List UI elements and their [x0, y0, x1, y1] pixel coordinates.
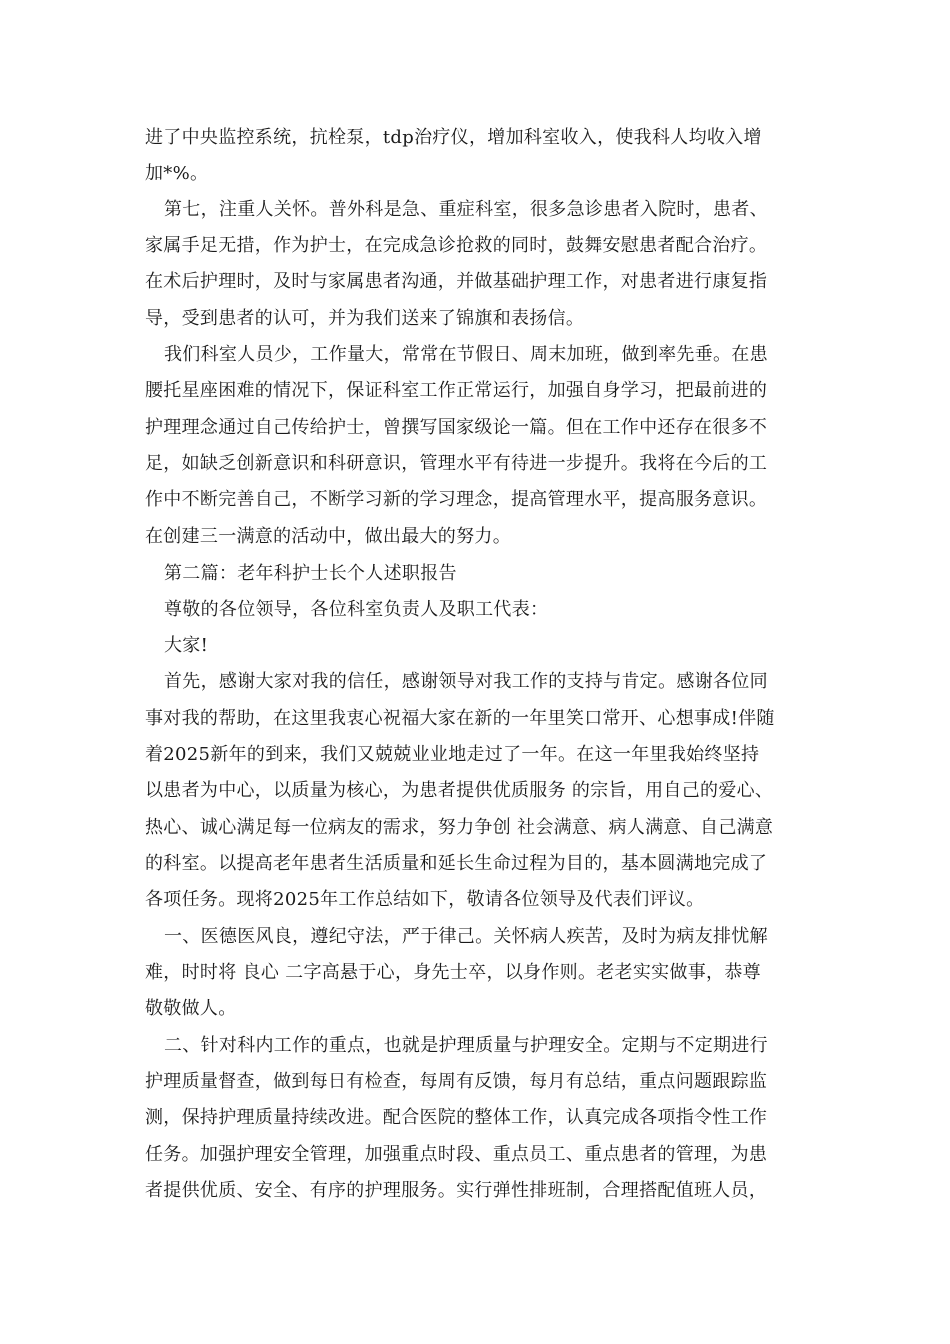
text-line: 任务。加强护理安全管理，加强重点时段、重点员工、重点患者的管理，为患 — [145, 1144, 768, 1165]
text-line: 热心、诚心满足每一位病友的需求，努力争创 社会满意、病人满意、自己满意 — [145, 817, 774, 838]
section-heading: 第二篇：老年科护士长个人述职报告 — [164, 563, 457, 584]
paragraph-start-line: 一、医德医风良，遵纪守法，严于律己。关怀病人疾苦，及时为病友排忧解 — [164, 926, 768, 947]
text-line: 者提供优质、安全、有序的护理服务。实行弹性排班制，合理搭配值班人员， — [145, 1180, 768, 1201]
paragraph-start-line: 二、针对科内工作的重点，也就是护理质量与护理安全。定期与不定期进行 — [164, 1035, 768, 1056]
salutation: 尊敬的各位领导，各位科室负责人及职工代表： — [164, 599, 549, 620]
text-line: 以患者为中心，以质量为核心，为患者提供优质服务 的宗旨，用自己的爱心、 — [145, 780, 774, 801]
text-line: 在术后护理时，及时与家属患者沟通，并做基础护理工作，对患者进行康复指 — [145, 271, 768, 292]
text-line: 家属手足无措，作为护士，在完成急诊抢救的同时，鼓舞安慰患者配合治疗。 — [145, 235, 768, 256]
text-line: 测，保持护理质量持续改进。配合医院的整体工作，认真完成各项指令性工作 — [145, 1107, 768, 1128]
text-line: 在创建三一满意的活动中，做出最大的努力。 — [145, 526, 511, 547]
text-line: 敬敬做人。 — [145, 998, 237, 1019]
text-line: 导，受到患者的认可，并为我们送来了锦旗和表扬信。 — [145, 308, 585, 329]
text-line: 护理理念通过自己传给护士，曾撰写国家级论一篇。但在工作中还存在很多不 — [145, 417, 768, 438]
text-line: 各项任务。现将2025年工作总结如下，敬请各位领导及代表们评议。 — [145, 889, 705, 910]
text-line: 进了中央监控系统，抗栓泵，tdp治疗仪，增加科室收入，使我科人均收入增 — [145, 127, 762, 148]
paragraph-start-line: 第七，注重人关怀。普外科是急、重症科室，很多急诊患者入院时，患者、 — [164, 199, 768, 220]
text-line: 难，时时将 良心 二字高悬于心，身先士卒，以身作则。老老实实做事，恭尊 — [145, 962, 761, 983]
text-line: 作中不断完善自己，不断学习新的学习理念，提高管理水平，提高服务意识。 — [145, 489, 768, 510]
text-line: 加*%。 — [145, 163, 209, 184]
text-line: 着2025新年的到来，我们又兢兢业业地走过了一年。在这一年里我始终坚持 — [145, 744, 760, 765]
text-line: 护理质量督查，做到每日有检查，每周有反馈，每月有总结，重点问题跟踪监 — [145, 1071, 768, 1092]
greeting: 大家! — [164, 635, 209, 656]
text-line: 事对我的帮助，在这里我衷心祝福大家在新的一年里笑口常开、心想事成!伴随 — [145, 708, 775, 729]
text-line: 的科室。以提高老年患者生活质量和延长生命过程为目的，基本圆满地完成了 — [145, 853, 768, 874]
paragraph-start-line: 首先，感谢大家对我的信任，感谢领导对我工作的支持与肯定。感谢各位同 — [164, 671, 768, 692]
text-line: 足，如缺乏创新意识和科研意识，管理水平有待进一步提升。我将在今后的工 — [145, 453, 768, 474]
paragraph-start-line: 我们科室人员少，工作量大，常常在节假日、周末加班，做到率先垂。在患 — [164, 344, 768, 365]
text-line: 腰托星座困难的情况下，保证科室工作正常运行，加强自身学习，把最前进的 — [145, 380, 768, 401]
